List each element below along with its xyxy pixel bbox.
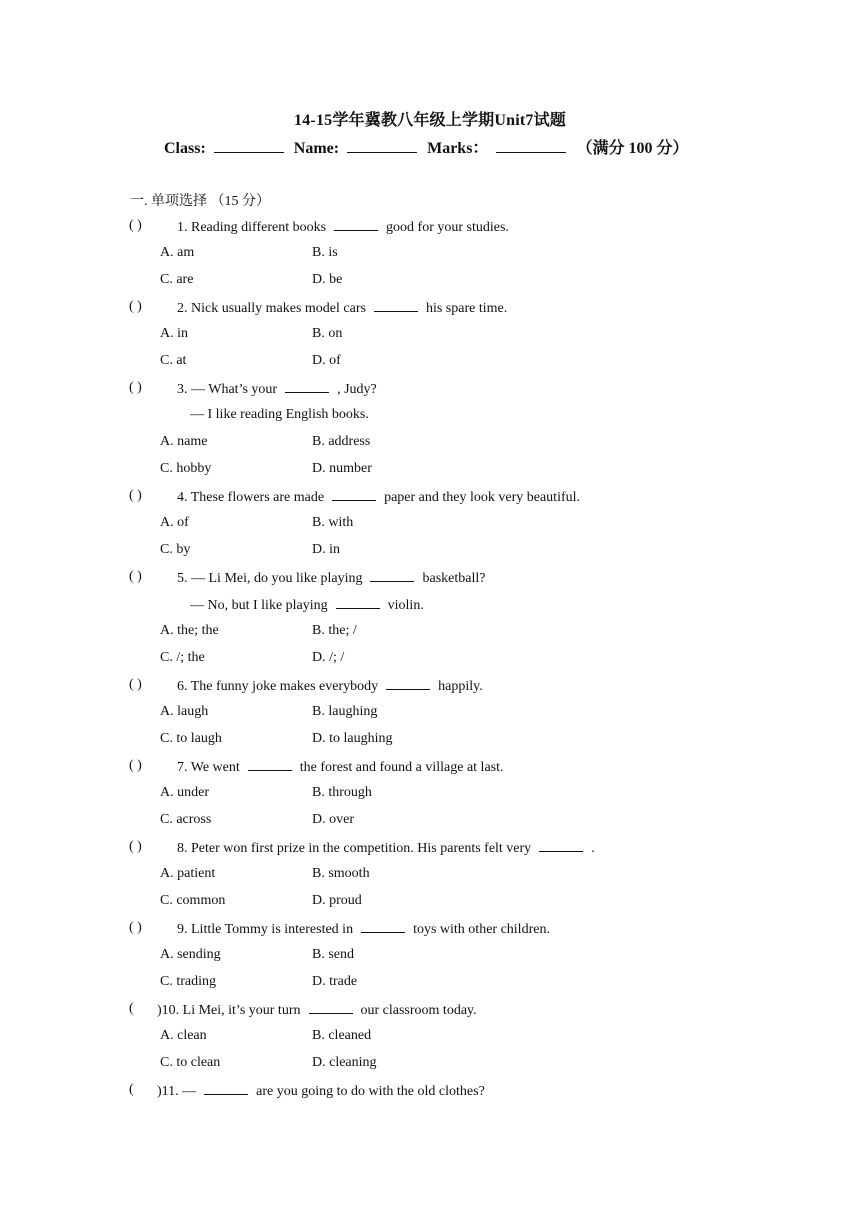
option-b[interactable]: B. laughing [312,704,378,719]
option-d[interactable]: D. to laughing [312,731,393,746]
question-stem: 6. The funny joke makes everybody [177,679,379,694]
answer-parentheses[interactable]: ( ) [129,218,142,233]
answer-parentheses[interactable]: ( [129,1082,134,1097]
answer-blank[interactable] [386,677,430,690]
option-a[interactable]: A. name [160,434,208,449]
option-a[interactable]: A. of [160,515,189,530]
question-stem: )11. — [157,1084,197,1099]
question-stem-end: his spare time. [425,301,508,316]
question-stem-end: , Judy? [337,382,377,397]
dialogue-text-end: violin. [387,598,424,613]
option-c[interactable]: C. by [160,542,191,557]
option-c[interactable]: C. are [160,272,194,287]
option-d[interactable]: D. trade [312,974,358,989]
option-d[interactable]: D. in [312,542,340,557]
question-stem: 3. — What’s your [177,382,278,397]
question-stem: 9. Little Tommy is interested in [177,922,354,937]
answer-blank[interactable] [539,839,583,852]
question-stem-end: paper and they look very beautiful. [384,490,581,505]
question-text [177,920,550,938]
question-stem: 7. We went [177,760,240,775]
option-c[interactable]: C. at [160,353,187,368]
option-c[interactable]: C. hobby [160,461,212,476]
answer-parentheses[interactable]: ( ) [129,677,142,692]
question-stem: )10. Li Mei, it’s your turn [157,1003,301,1018]
question-text [177,569,485,587]
option-d[interactable]: D. of [312,353,341,368]
answer-parentheses[interactable]: ( ) [129,839,142,854]
option-d[interactable]: D. over [312,812,354,827]
answer-parentheses[interactable]: ( ) [129,299,142,314]
dialogue-response [190,407,369,423]
answer-parentheses[interactable]: ( ) [129,380,142,395]
dialogue-response [190,596,424,614]
question-stem: 8. Peter won first prize in the competition. His parents felt very [177,841,532,856]
question-stem-end: our classroom today. [360,1003,477,1018]
question-text [177,218,509,236]
option-a[interactable]: A. patient [160,866,216,881]
question-stem-end: . [591,841,595,856]
option-b[interactable]: B. through [312,785,372,800]
option-c[interactable]: C. across [160,812,212,827]
answer-blank[interactable] [248,758,292,771]
option-a[interactable]: A. the; the [160,623,219,638]
question-text [177,488,580,506]
option-c[interactable]: C. to clean [160,1055,221,1070]
answer-blank[interactable] [332,488,376,501]
answer-blank[interactable] [361,920,405,933]
question-text [177,677,483,695]
option-b[interactable]: B. address [312,434,371,449]
question-stem-end: basketball? [422,571,486,586]
question-text [157,1082,485,1100]
option-a[interactable]: A. am [160,245,195,260]
question-stem: 5. — Li Mei, do you like playing [177,571,363,586]
option-b[interactable]: B. the; / [312,623,357,638]
section-heading: 一. 单项选择 （15 分） [130,194,270,209]
option-c[interactable]: C. to laugh [160,731,222,746]
answer-parentheses[interactable]: ( ) [129,488,142,503]
question-text [157,1001,477,1019]
option-b[interactable]: B. with [312,515,354,530]
page-title: 14-15学年冀教八年级上学期Unit7试题 [294,112,566,129]
answer-blank[interactable] [204,1082,248,1095]
option-d[interactable]: D. cleaning [312,1055,377,1070]
question-text [177,380,377,398]
marks-label: Marks： [427,140,489,157]
option-d[interactable]: D. proud [312,893,362,908]
option-b[interactable]: B. is [312,245,338,260]
answer-blank[interactable] [309,1001,353,1014]
question-stem-end: happily. [438,679,483,694]
option-c[interactable]: C. trading [160,974,216,989]
option-a[interactable]: A. sending [160,947,221,962]
question-stem: 4. These flowers are made [177,490,325,505]
answer-parentheses[interactable]: ( ) [129,758,142,773]
answer-parentheses[interactable]: ( ) [129,920,142,935]
option-a[interactable]: A. in [160,326,188,341]
name-label: Name: [293,140,340,157]
answer-blank[interactable] [285,380,329,393]
question-stem-end: toys with other children. [413,922,550,937]
option-d[interactable]: D. number [312,461,372,476]
option-a[interactable]: A. clean [160,1028,207,1043]
option-c[interactable]: C. /; the [160,650,205,665]
score-note: （满分 100 分） [576,140,689,157]
option-b[interactable]: B. send [312,947,354,962]
dialogue-text: — No, but I like playing [190,598,328,613]
question-text [177,299,507,317]
answer-blank[interactable] [374,299,418,312]
answer-parentheses[interactable]: ( [129,1001,134,1016]
option-b[interactable]: B. smooth [312,866,370,881]
option-d[interactable]: D. be [312,272,343,287]
option-a[interactable]: A. under [160,785,209,800]
question-stem: 2. Nick usually makes model cars [177,301,366,316]
question-stem-end: the forest and found a village at last. [299,760,504,775]
option-a[interactable]: A. laugh [160,704,209,719]
question-stem-end: are you going to do with the old clothes? [256,1084,485,1099]
answer-parentheses[interactable]: ( ) [129,569,142,584]
question-text [177,758,504,776]
option-b[interactable]: B. on [312,326,343,341]
question-text [177,839,595,857]
option-c[interactable]: C. common [160,893,226,908]
question-stem: 1. Reading different books [177,220,327,235]
option-b[interactable]: B. cleaned [312,1028,372,1043]
option-d[interactable]: D. /; / [312,650,345,665]
question-stem-end: good for your studies. [386,220,509,235]
answer-blank[interactable] [336,596,380,609]
answer-blank[interactable] [370,569,414,582]
dialogue-text: — I like reading English books. [190,407,369,422]
class-label: Class: [164,140,206,157]
answer-blank[interactable] [334,218,378,231]
